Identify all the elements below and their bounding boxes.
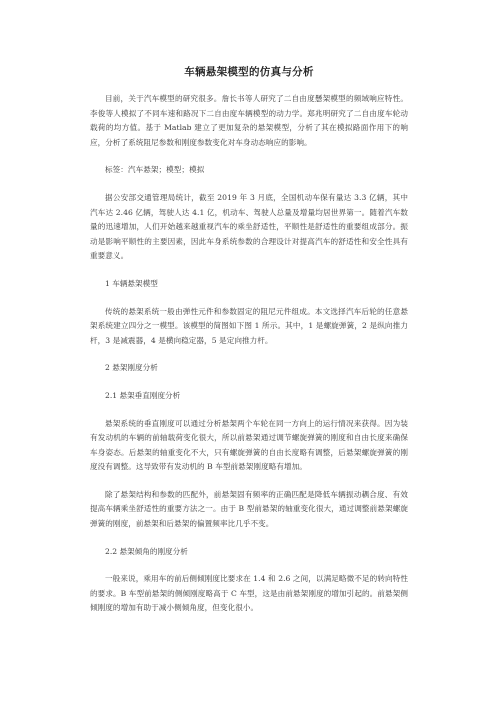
document-title: 车辆悬架模型的仿真与分析 xyxy=(184,66,314,78)
section-heading-1: 1 车辆悬架模型 xyxy=(105,278,158,288)
roll-stiffness-paragraph: 一般来说，乘用车的前后侧倾刚度比要求在 1.4 和 2.6 之间，以满足略微不足的转向特性的要求。B 车型前悬架的侧倾刚度略高于 C 车型，这是由前悬架刚度的增加引起的。前悬架侧倾刚度的增加有助于减小侧倾角度，但变化很小。 xyxy=(90,574,408,613)
subsection-heading-2-2: 2.2 悬架倾角的刚度分析 xyxy=(105,546,188,556)
subsection-heading-2-1: 2.1 悬架垂直刚度分析 xyxy=(105,390,181,400)
keywords-line: 标签：汽车悬架；模型；模拟 xyxy=(105,165,205,175)
section-heading-2: 2 悬架刚度分析 xyxy=(105,363,158,373)
document-page xyxy=(90,64,408,629)
intro-paragraph: 目前，关于汽车模型的研究很多。詹长书等人研究了二自由度懸架模型的频域响应特性。李俊等人模拟了不同车速和路况下二自由度车辆模型的动力学。郑兆明研究了二自由度车轮动载荷的均方值。基于 Matlab 建立了更加复杂的悬架模型，分析了其在模拟路面作用下的响应，分析了系统阻尼参数和刚度参数变化对车身动态响应的影响。 xyxy=(90,94,408,147)
frequency-matching-paragraph: 除了悬架结构和参数的匹配外，前悬架固有频率的正确匹配是降低车辆振动耦合度、有效提高车辆乘坐舒适性的重要方法之一。由于 B 型前悬架的轴重变化很大，通过调整前悬架螺旋弹簧的刚度，前悬架和后悬架的偏置频率比几乎不变。 xyxy=(90,489,408,529)
model-paragraph: 传统的悬架系统一般由弹性元件和参数固定的阻尼元件组成。本文选择汽车后轮的任意悬架系统建立四分之一模型。该模型的简图如下图 1 所示。其中，1 是螺旋弹簧，2 是纵向推力杆，3 是减震器，4 是横向稳定器，5 是定向推力杆。 xyxy=(90,306,408,345)
vertical-stiffness-paragraph: 悬架系统的垂直刚度可以通过分析悬架两个车轮在同一方向上的运行情况来获得。因为装有发动机的车辆的前轴载荷变化很大，所以前悬架通过调节螺旋弹簧的刚度和自由长度来确保车身姿态。后悬架的轴重变化不大，只有螺旋弹簧的自由长度略有调整，后悬架螺旋弹簧的刚度没有调整。这导致带有发动机的 B 车型前悬架刚度略有增加。 xyxy=(90,418,408,472)
background-paragraph: 据公安部交通管理局统计，截至 2019 年 3 月底，全国机动车保有量达 3.3 亿辆，其中汽车达 2.46 亿辆，驾驶人达 4.1 亿，机动车、驾驶人总量及增量均居世界第一。随着汽车数量的迅速增加，人们开始越来越重视汽车的乘坐舒适性，平顺性是舒适性的重要组成部分。振动是影响平顺性的主要因素，因此车身系统参数的合理设计对提高汽车的舒适性和安全性具有重要意义。 xyxy=(90,192,408,261)
